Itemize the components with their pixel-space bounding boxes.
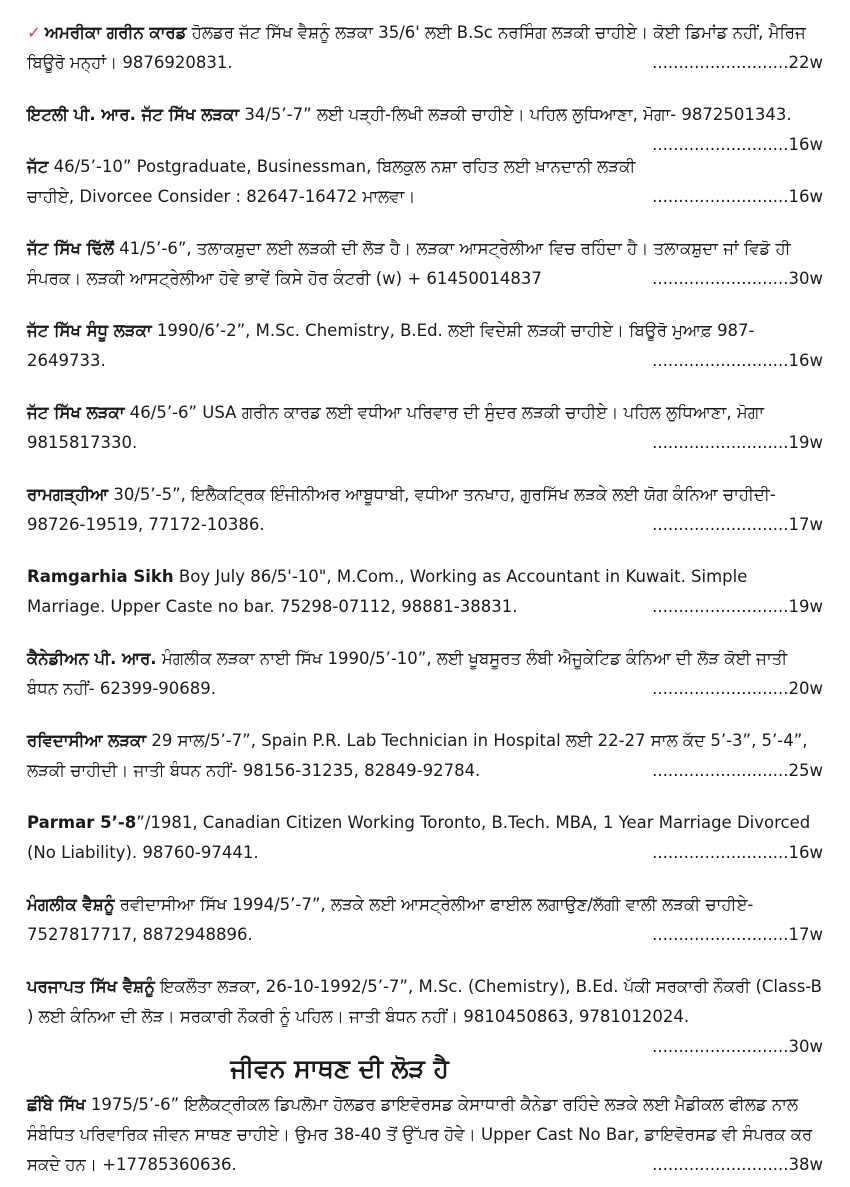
- ad-code: ..........................16w: [652, 843, 823, 862]
- ad-lead: ਜੱਟ ਸਿੱਖ ਸੰਧੂ ਲੜਕਾ: [27, 321, 152, 340]
- ad-entry: [27, 726, 823, 786]
- ad-lead: ਕੈਨੇਡੀਅਨ ਪੀ. ਆਰ.: [27, 649, 157, 668]
- ad-code: ..........................19w: [652, 597, 823, 616]
- ad-code: ..........................30w: [652, 269, 823, 288]
- ad-body: ਰਵੀਦਾਸੀਆ ਸਿੱਖ 1994/5’-7”, ਲੜਕੇ ਲਈ ਆਸਟ੍ਰੇਲੀਆ ਫਾਈਲ ਲਗਾਉਣ/ਲੱਗੀ ਵਾਲੀ ਲੜਕੀ ਚਾਹੀਏ- 7527817717, 8872948896.: [27, 895, 754, 944]
- ad-body: 41/5’-6”, ਤਲਾਕਸ਼ੁਦਾ ਲਈ ਲੜਕੀ ਦੀ ਲੋੜ ਹੈ। ਲੜਕਾ ਆਸਟ੍ਰੇਲੀਆ ਵਿਚ ਰਹਿੰਦਾ ਹੈ। ਤਲਾਕਸ਼ੁਦਾ ਜਾਂ ਵਿਡੋ ਹੀ ਸੰਪਰਕ। ਲੜਕੀ ਆਸਟ੍ਰੇਲੀਆ ਹੋਵੇ ਭਾਵੇਂ ਕਿਸੇ ਹੋਰ ਕੰਟਰੀ (w) + 61450014837: [27, 239, 791, 288]
- ad-body: ਹੋਲਡਰ ਜੱਟ ਸਿੱਖ ਵੈਸ਼ਨੂੰ ਲੜਕਾ 35/6' ਲਈ B.Sc ਨਰਸਿੰਗ ਲੜਕੀ ਚਾਹੀਏ। ਕੋਈ ਡਿਮਾਂਡ ਨਹੀਂ, ਮੈਰਿਜ ਬਿਊਰੋ ਮਨ੍ਹਾਂ। 9876920831.: [27, 23, 806, 72]
- ad-entry: [27, 18, 823, 78]
- ad-lead: ਜੱਟ ਸਿੱਖ ਢਿੱਲੋਂ: [27, 239, 114, 258]
- ad-body: 46/5’-6” USA ਗਰੀਨ ਕਾਰਡ ਲਈ ਵਧੀਆ ਪਰਿਵਾਰ ਦੀ ਸੁੰਦਰ ਲੜਕੀ ਚਾਹੀਏ। ਪਹਿਲ ਲੁਧਿਆਣਾ, ਮੋਗਾ 9815817330.: [27, 403, 764, 452]
- ad-entry: [27, 1090, 823, 1180]
- ad-body: 34/5’-7” ਲਈ ਪੜ੍ਹੀ-ਲਿਖੀ ਲੜਕੀ ਚਾਹੀਏ। ਪਹਿਲ ਲੁਧਿਆਣਾ, ਮੋਗਾ- 9872501343.: [239, 105, 792, 124]
- ad-lead: ਮੰਗਲੀਕ ਵੈਸ਼ਨੂੰ: [27, 895, 115, 914]
- ad-body: 30/5’-5”, ਇਲੈਕਟ੍ਰਿਕ ਇੰਜੀਨੀਅਰ ਆਬੂਧਾਬੀ, ਵਧੀਆ ਤਨਖਾਹ, ਗੁਰਸਿੱਖ ਲੜਕੇ ਲਈ ਯੋਗ ਕੰਨਿਆ ਚਾਹੀਦੀ- 98726-19519, 77172-10386.: [27, 485, 776, 534]
- ad-lead: ਜੱਟ ਸਿੱਖ ਲੜਕਾ: [27, 403, 125, 422]
- ad-lead: ਅਮਰੀਕਾ ਗਰੀਨ ਕਾਰਡ: [44, 23, 187, 42]
- ad-body: 1975/5’-6” ਇਲੈਕਟ੍ਰੀਕਲ ਡਿਪਲੋਮਾ ਹੋਲਡਰ ਡਾਇਵੋਰਸਡ ਕੇਸਾਧਾਰੀ ਕੈਨੇਡਾ ਰਹਿੰਦੇ ਲੜਕੇ ਲਈ ਮੈਡੀਕਲ ਫੀਲਡ ਨਾਲ ਸੰਬੰਧਿਤ ਪਰਿਵਾਰਿਕ ਜੀਵਨ ਸਾਥਣ ਚਾਹੀਏ। ਉਮਰ 38-40 ਤੋਂ ਉੱਪਰ ਹੋਵੇ। Upper Cast No Bar, ਡਾਇਵੋਰਸਡ ਵੀ ਸੰਪਰਕ ਕਰ ਸਕਦੇ ਹਨ। +17785360636.: [27, 1095, 813, 1174]
- ad-body: 1990/6’-2”, M.Sc. Chemistry, B.Ed. ਲਈ ਵਿਦੇਸ਼ੀ ਲੜਕੀ ਚਾਹੀਏ। ਬਿਊਰੋ ਮੁਆਫ਼ 987- 2649733.: [27, 321, 755, 370]
- ad-code: ..........................17w: [652, 515, 823, 534]
- ad-entry: [27, 316, 823, 376]
- ad-entry: [27, 480, 823, 540]
- ad-body: 29 ਸਾਲ/5’-7”, Spain P.R. Lab Technician in Hospital ਲਈ 22-27 ਸਾਲ ਕੱਦ 5’-3”, 5’-4”, ਲੜਕੀ ਚਾਹੀਦੀ। ਜਾਤੀ ਬੰਧਨ ਨਹੀਂ- 98156-31235, 82849-92784.: [27, 731, 808, 780]
- ad-entry: [27, 808, 823, 868]
- ad-lead: ਇਟਲੀ ਪੀ. ਆਰ. ਜੱਟ ਸਿੱਖ ਲੜਕਾ: [27, 105, 240, 124]
- ad-code: ..........................16w: [652, 351, 823, 370]
- ad-lead: Ramgarhia Sikh: [27, 567, 174, 586]
- ad-lead: ਰਵਿਦਾਸੀਆ ਲੜਕਾ: [27, 731, 147, 750]
- checkmark-icon: ✓: [27, 23, 41, 42]
- ad-code: ..........................17w: [652, 925, 823, 944]
- ad-body: 46/5’-10” Postgraduate, Businessman, ਬਿਲਕੁਲ ਨਸ਼ਾ ਰਹਿਤ ਲਈ ਖ਼ਾਨਦਾਨੀ ਲੜਕੀ ਚਾਹੀਏ, Divorcee Consider : 82647-16472 ਮਾਲਵਾ।: [27, 157, 636, 206]
- ad-entry: [27, 972, 823, 1056]
- ad-body: ਮੰਗਲੀਕ ਲੜਕਾ ਨਾਈ ਸਿੱਖ 1990/5’-10”, ਲਈ ਖੂਬਸੂਰਤ ਲੰਬੀ ਐਜੂਕੇਟਿਡ ਕੰਨਿਆ ਦੀ ਲੋੜ ਕੋਈ ਜਾਤੀ ਬੰਧਨ ਨਹੀਂ- 62399-90689.: [27, 649, 788, 698]
- ad-code: ..........................16w: [652, 187, 823, 206]
- ad-lead: Parmar 5’-8: [27, 813, 137, 832]
- ad-body: ਇਕਲੌਤਾ ਲੜਕਾ, 26-10-1992/5’-7”, M.Sc. (Chemistry), B.Ed. ਪੱਕੀ ਸਰਕਾਰੀ ਨੌਕਰੀ (Class-B ) ਲਈ ਕੰਨਿਆ ਦੀ ਲੋੜ। ਸਰਕਾਰੀ ਨੌਕਰੀ ਨੂੰ ਪਹਿਲ। ਜਾਤੀ ਬੰਧਨ ਨਹੀਂ। 9810450863, 9781012024.: [27, 977, 822, 1026]
- ad-body: ”/1981, Canadian Citizen Working Toronto, B.Tech. MBA, 1 Year Marriage Divorced (No Liability). 98760-97441.: [27, 813, 811, 862]
- ad-code: ..........................19w: [652, 433, 823, 452]
- ad-lead: ਛੀਂਬੇ ਸਿੱਖ: [27, 1095, 86, 1114]
- ad-body: Boy July 86/5'-10", M.Com., Working as Accountant in Kuwait. Simple Marriage. Upper Caste no bar. 75298-07112, 98881-38831.: [27, 567, 748, 616]
- ad-lead: ਪਰਜਾਪਤ ਸਿੱਖ ਵੈਸ਼ਨੂੰ: [27, 977, 155, 996]
- ad-code: ..........................16w: [652, 135, 823, 154]
- ad-code: ..........................25w: [652, 761, 823, 780]
- ad-code: ..........................38w: [652, 1155, 823, 1174]
- ad-entry: [27, 100, 823, 154]
- ad-entry: [27, 644, 823, 704]
- ad-lead: ਰਾਮਗੜ੍ਹੀਆ: [27, 485, 109, 504]
- ad-code: ..........................20w: [652, 679, 823, 698]
- ad-entry: [27, 152, 823, 212]
- section-heading: ਜੀਵਨ ਸਾਥਣ ਦੀ ਲੋੜ ਹੈ: [230, 1054, 449, 1083]
- ad-lead: ਜੱਟ: [27, 157, 49, 176]
- ad-entry: [27, 398, 823, 458]
- ad-entry: [27, 562, 823, 622]
- ad-code: ..........................22w: [652, 53, 823, 72]
- ad-entry: [27, 890, 823, 950]
- ad-code: ..........................30w: [652, 1037, 823, 1056]
- ad-entry: [27, 234, 823, 294]
